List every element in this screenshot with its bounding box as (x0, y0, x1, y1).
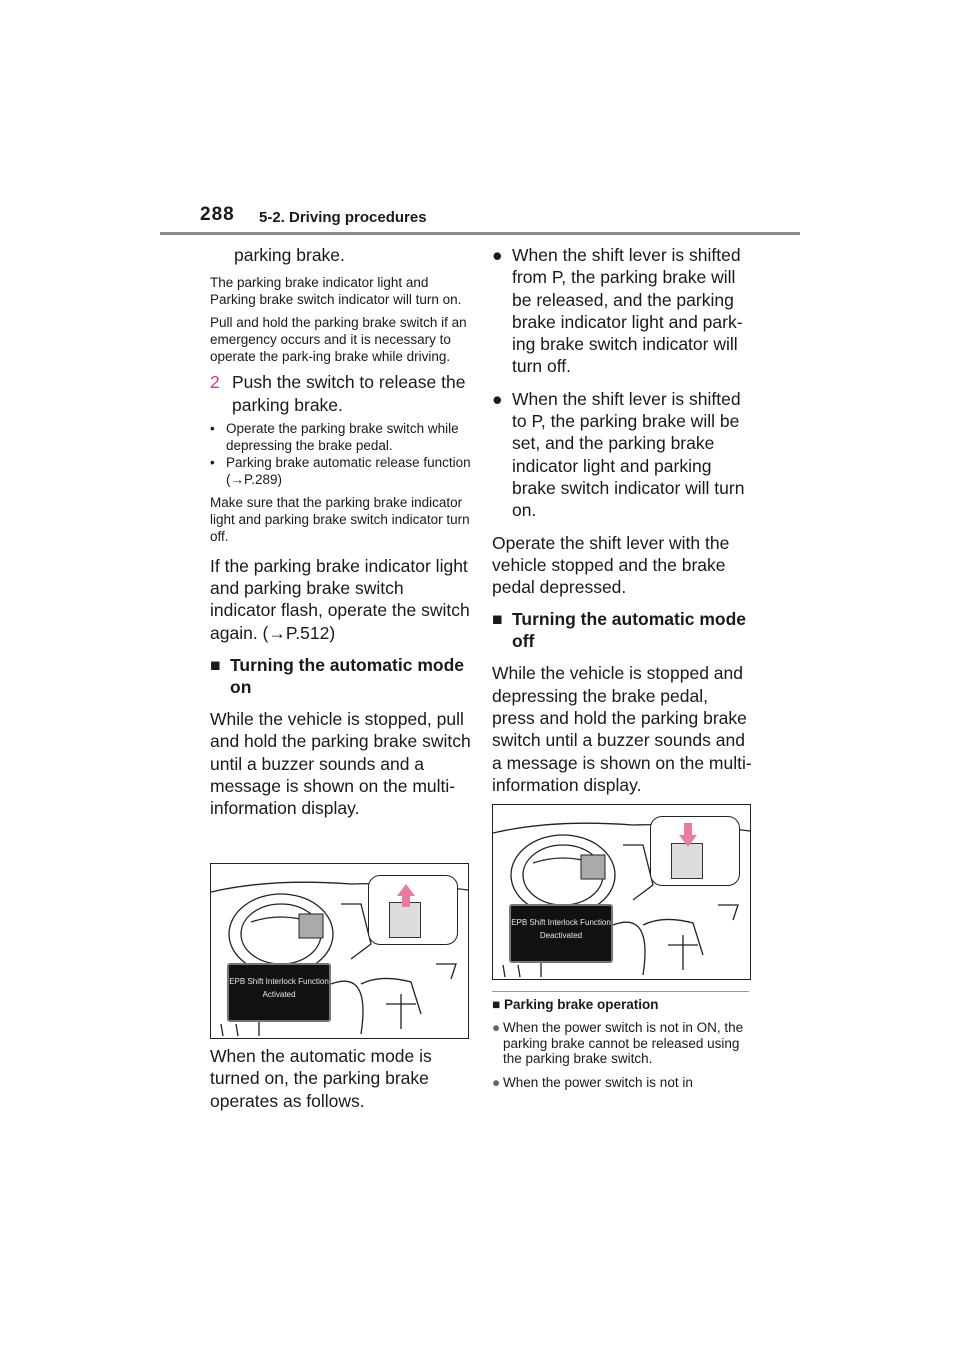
mode-off-paragraph: While the vehicle is stopped and depressing the brake pedal, press and hold the parking brake switch until a buzzer sounds and a message is shown on the multi-information display. (492, 663, 752, 795)
square-bullet-icon: ■ (492, 609, 503, 630)
right-column (492, 244, 754, 796)
note-indicator-off: Make sure that the parking brake indicator light and parking brake switch indicator turn off. (210, 494, 470, 544)
multi-information-display: EPB Shift Interlock Function Activated (227, 963, 331, 1022)
note-emergency: Pull and hold the parking brake switch if an emergency occurs and it is necessary to operate the park-ing brake while driving. (210, 315, 467, 365)
mode-on-result: When the automatic mode is turned on, the parking brake operates as follows. (210, 1046, 432, 1111)
circle-bullet-icon: ● (492, 388, 503, 409)
step-text: Push the switch to release the parking brake. (232, 372, 466, 415)
note-indicator-on: The parking brake indicator light and Parking brake switch indicator will turn on. (210, 275, 462, 308)
bullet-icon: • (210, 420, 215, 436)
notes-block (492, 997, 749, 1090)
switch-callout (650, 816, 740, 886)
parking-brake-switch (389, 902, 421, 938)
bullet-icon: • (210, 454, 215, 470)
list-item: ● When the shift lever is shifted to P, the parking brake will be set, and the parking brake indicator light and parking brake switch indicator will turn on. (492, 388, 745, 521)
mode-on-paragraph: While the vehicle is stopped, pull and hold the parking brake switch until a buzzer sounds and a message is shown on the multi-information display. (210, 709, 471, 819)
multi-information-display: EPB Shift Interlock Function Deactivated (509, 904, 613, 963)
step-number: 2 (210, 372, 220, 393)
notes-divider (492, 991, 749, 992)
dot-icon: ● (492, 1074, 501, 1090)
square-bullet-icon: ■ (492, 997, 501, 1012)
section-title: 5-2. Driving procedures (259, 209, 427, 226)
list-item: ● When the power switch is not in (492, 1074, 693, 1090)
switch-callout (368, 875, 458, 945)
flash-paragraph: If the parking brake indicator light and parking brake switch indicator flash, operate the switch again. (→P.512) (210, 555, 470, 643)
list-item: • Parking brake automatic release function (→P.289) (210, 454, 471, 487)
figure-mode-on (210, 863, 469, 1039)
push-arrow-icon (679, 835, 697, 847)
header-rule (160, 232, 800, 235)
left-column (210, 244, 472, 820)
square-bullet-icon: ■ (210, 655, 221, 676)
step-2 (210, 371, 472, 416)
note-heading: ■ Parking brake operation (492, 997, 659, 1012)
figure-mode-off (492, 804, 751, 980)
dot-icon: ● (492, 1020, 501, 1035)
shift-lever-paragraph: Operate the shift lever with the vehicle stopped and the brake pedal depressed. (492, 532, 730, 598)
list-item: • Operate the parking brake switch while depressing the brake pedal. (210, 420, 459, 453)
list-item: ● When the power switch is not in ON, the parking brake cannot be released using the parking brake switch. (492, 1020, 744, 1066)
circle-bullet-icon: ● (492, 245, 503, 265)
heading-mode-off: ■ Turning the automatic mode off (492, 609, 746, 652)
heading-mode-on: ■ Turning the automatic mode on (210, 655, 464, 698)
parking-brake-switch (671, 843, 703, 879)
page-number: 288 (200, 204, 235, 225)
continued-text: parking brake. (234, 245, 345, 265)
list-item: ● When the shift lever is shifted from P, the parking brake will be released, and the parking brake indicator light and park-ing brake switch indicator will turn off. (492, 245, 743, 377)
